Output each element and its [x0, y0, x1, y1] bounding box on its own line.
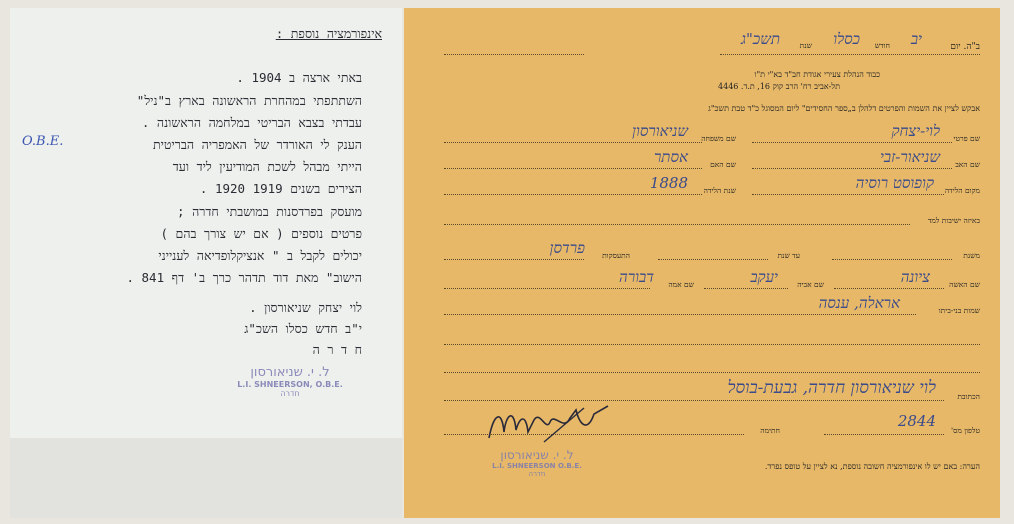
dotted-line	[444, 168, 702, 169]
dotted-line	[444, 344, 980, 345]
dotted-line	[444, 288, 650, 289]
dotted-line	[834, 288, 944, 289]
signature-line: לוי יצחק שניאורסון .	[249, 300, 362, 315]
typed-line: יכולים לקבל ב " אנציקלופדיאה לענייני	[158, 248, 362, 263]
dotted-line	[752, 194, 944, 195]
occupation-value: פרדסן	[549, 239, 585, 257]
father-value: שניאור-זבי	[879, 148, 940, 166]
wife-value: ציונה	[900, 268, 930, 286]
header-line: כבוד הנהלת צעירי אגודת חב"ד בא"י ת"ו	[754, 70, 880, 79]
paper-fold	[10, 438, 402, 518]
dotted-line	[824, 434, 944, 435]
dotted-line	[752, 142, 952, 143]
stamp-hebrew: ל. י. שניאורסון	[500, 448, 574, 462]
until-label: עד שנת	[777, 251, 800, 260]
typed-line: השתתפתי במהחרת הראשונה בארץ ב"ניל"	[136, 93, 362, 108]
birthplace-value: קופוסט רוסיה	[855, 174, 934, 192]
typed-line: מועסק בפרדסנות במושבתי חדרה ;	[177, 204, 362, 219]
mother-value: אסתר	[653, 148, 688, 166]
typed-line: באתי ארצה ב 1904 .	[236, 70, 362, 85]
typed-line: הצירים בשנים 1919 1920 .	[199, 181, 362, 196]
first-name-label: שם פרטי	[953, 134, 980, 143]
dotted-line	[832, 259, 952, 260]
right-form-page	[404, 8, 1000, 518]
mishna-label: משנת	[963, 251, 980, 260]
margin-note: O.B.E.	[22, 134, 64, 149]
occupation-label: התעסקות	[602, 251, 630, 260]
typed-line: פרטים נוספים ( אם יש צורך בהם )	[160, 226, 362, 241]
dotted-line	[444, 194, 702, 195]
children-value: אראלה, ענסה	[818, 294, 900, 312]
date-year: תשכ"ג	[741, 30, 780, 48]
yeshiva-label: באיזה ישיבות למד	[927, 216, 980, 225]
typed-line: הישוב" מאת דוד תדהר כרך ב' דף 841 .	[126, 270, 362, 285]
dotted-line	[444, 259, 584, 260]
dotted-line	[444, 400, 944, 401]
dotted-line	[444, 142, 702, 143]
stamp	[482, 448, 592, 478]
year-label: שנת	[799, 41, 812, 50]
dotted-line	[444, 54, 584, 55]
signature-line: י"ב חדש כסלו השכ"ג	[244, 321, 362, 336]
dotted-line	[752, 168, 952, 169]
handwritten-signature	[484, 402, 614, 446]
dotted-line	[444, 372, 980, 373]
dotted-line	[704, 288, 788, 289]
address-label: הכתובת	[957, 392, 980, 401]
dotted-line	[720, 54, 980, 55]
stamp-english: L.I. SHNEERSON O.B.E.	[492, 462, 582, 470]
mother-label: שם האם	[710, 160, 736, 169]
typed-line: עבדתי בצבא הבריטי במלחמה הראשונה .	[141, 115, 362, 130]
stamp-english: L.I. SHNEERSON, O.B.E.	[237, 380, 343, 389]
wife-mother-value: דבורה	[619, 268, 654, 286]
stamp-hebrew: ל. י. שניאורסון	[250, 365, 330, 380]
signature-label: חתימה	[760, 426, 780, 435]
dotted-line	[658, 259, 768, 260]
stamp-city: חדרה	[528, 470, 546, 478]
phone-value: 2844	[897, 412, 936, 430]
month-label: חודש	[874, 41, 890, 50]
wife-father-value: יעקב	[750, 268, 778, 286]
date-day: יב	[910, 30, 922, 48]
header-line: תל-אביב רח' הרב קוק 16, ת.ד. 4446	[718, 82, 840, 91]
stamp-city: חדרה	[280, 389, 300, 398]
form-note: הערה: באם יש לו אינפורמציה חשובה נוספת, נא לציין על טופס נפרד.	[764, 462, 980, 471]
dotted-line	[444, 314, 916, 315]
children-label: שמות בני-ביתו	[938, 306, 980, 315]
dotted-line	[444, 224, 910, 225]
page-title: אינפורמציה נוספת :	[275, 26, 382, 41]
birthyear-value: 1888	[649, 174, 688, 192]
father-label: שם האב	[955, 160, 980, 169]
typed-line: הענק לי האורדר של האמפריה הבריטית	[153, 137, 362, 152]
phone-label: טלפון מס'	[951, 426, 980, 435]
date-month: כסלו	[833, 30, 860, 48]
stamp	[230, 365, 350, 398]
wife-label: שם האשה	[949, 280, 980, 289]
date-prefix: ב"ה. יום	[950, 42, 980, 52]
typed-line: הייתי מבהל לשכת המודיעין ליד ועד	[172, 159, 362, 174]
left-document-page	[10, 8, 402, 518]
address-value: לוי שניאורסון חדרה, גבעת-בוסל	[727, 378, 936, 398]
last-name-value: שניאורסון	[632, 122, 688, 140]
last-name-label: שם משפחה	[701, 134, 736, 143]
birthplace-label: מקום הלידה	[944, 186, 980, 195]
signature-line: ח ד ר ה	[312, 342, 362, 357]
wife-mother-label: שם אמה	[668, 280, 694, 289]
request-text: אבקש לציין את השמות והפרטים דלהלן ב„ספר החסידים" ליום המסוגל כ"ד טבת תשכ"ג	[708, 104, 980, 113]
wife-father-label: שם אביה	[797, 280, 824, 289]
first-name-value: לוי-יצחק	[891, 122, 940, 140]
birthyear-label: שנת הלידה	[703, 186, 736, 195]
